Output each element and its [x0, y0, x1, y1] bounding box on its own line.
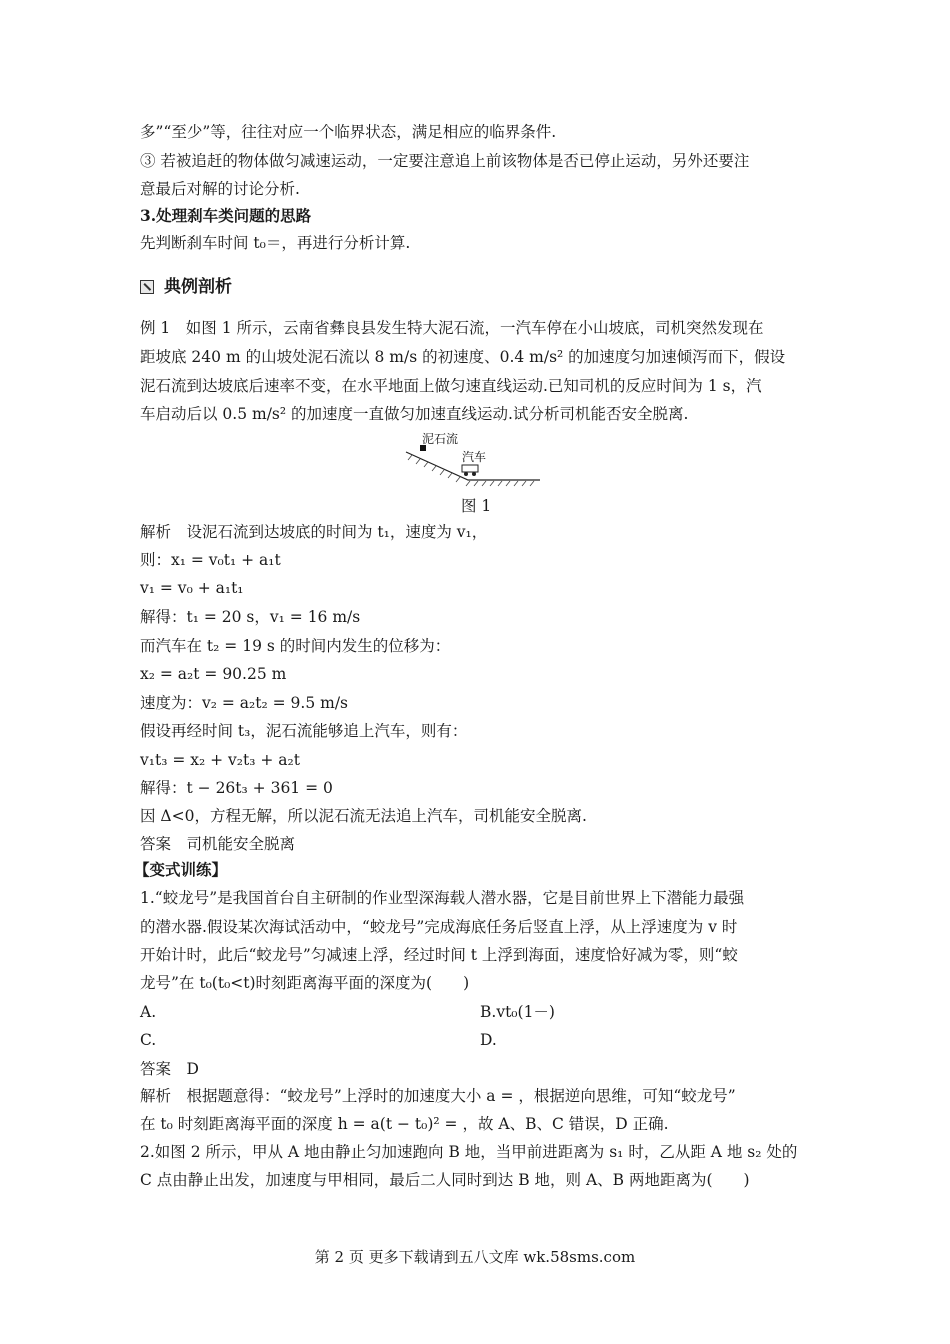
example-line-3: 泥石流到达坡底后速率不变，在水平地面上做匀速直线运动.已知司机的反应时间为 1 s，汽: [140, 377, 762, 395]
intro-line-1: 多”“至少”等，往往对应一个临界状态，满足相应的临界条件.: [140, 123, 557, 141]
example-line-4: 车启动后以 0.5 m/s² 的加速度一直做匀加速直线运动.试分析司机能否安全脱离.: [140, 405, 689, 423]
q2-line-2: C 点由静止出发，加速度与甲相同，最后二人同时到达 B 地，则 A、B 两地距离为( ): [140, 1171, 750, 1189]
figure-label-mudslide: 泥石流: [422, 432, 459, 446]
solution-line-4: 解得：t₁ = 20 s，v₁ = 16 m/s: [140, 608, 361, 626]
intro-subheading: 3.处理刹车类问题的思路: [140, 206, 312, 225]
solution-line-3: v₁ = v₀ + a₁t₁: [140, 579, 244, 597]
q1-answer: 答案 D: [140, 1060, 199, 1078]
mudslide-figure: [400, 428, 550, 488]
q1-line-2: 的潜水器.假设某次海试活动中，“蛟龙号”完成海底任务后竖直上浮，从上浮速度为 v 时: [140, 918, 738, 936]
solution-line-10: 解得：t − 26t₃ + 361 = 0: [140, 779, 333, 797]
slope-diagram: [400, 428, 550, 488]
car-shape: [462, 465, 478, 472]
q1-options-row-2: [140, 1030, 816, 1050]
solution-line-7: 速度为：v₂ = a₂t₂ = 9.5 m/s: [140, 694, 349, 712]
solution-line-6: x₂ = a₂t = 90.25 m: [140, 665, 287, 683]
solution-line-1: 解析 设泥石流到达坡底的时间为 t₁，速度为 v₁，: [140, 523, 488, 541]
section-marker-icon: [140, 280, 154, 294]
page-footer: 第 2 页 更多下载请到五八文库 wk.58sms.com: [314, 1248, 636, 1266]
q1-explanation-2: 在 t₀ 时刻距离海平面的深度 h = a(t − t₀)² = ，故 A、B、C 错误，D 正确.: [140, 1115, 669, 1133]
option-c: C.: [140, 1031, 157, 1049]
variant-heading: 【变式训练】: [134, 860, 228, 879]
figure-caption: 图 1: [461, 497, 492, 515]
section-title: 典例剖析: [164, 277, 232, 297]
figure-label-car: 汽车: [462, 450, 487, 464]
solution-line-2: 则：x₁ = v₀t₁ + a₁t: [140, 551, 281, 569]
q1-line-1: 1.“蛟龙号”是我国首台自主研制的作业型深海载人潜水器，它是目前世界上下潜能力最强: [140, 889, 745, 907]
solution-line-8: 假设再经时间 t₃，泥石流能够追上汽车，则有：: [140, 722, 468, 740]
q1-line-4: 龙号”在 t₀(t₀<t)时刻距离海平面的深度为( ): [140, 974, 470, 992]
example-line-1: 例 1 如图 1 所示，云南省彝良县发生特大泥石流，一汽车停在小山坡底，司机突然发现在: [140, 319, 764, 337]
q1-explanation-1: 解析 根据题意得：“蛟龙号”上浮时的加速度大小 a = ，根据逆向思维，可知“蛟龙号”: [140, 1087, 736, 1105]
example-line-2: 距坡底 240 m 的山坡处泥石流以 8 m/s 的初速度、0.4 m/s² 的加速度匀加速倾泻而下，假设: [140, 348, 786, 366]
option-a: A.: [140, 1003, 157, 1021]
solution-line-5: 而汽车在 t₂ = 19 s 的时间内发生的位移为：: [140, 637, 451, 655]
q1-options-row-1: [140, 1002, 816, 1022]
section-heading: [140, 277, 816, 297]
q1-line-3: 开始计时，此后“蛟龙号”匀减速上浮，经过时间 t 上浮到海面，速度恰好减为零，则“蛟: [140, 946, 738, 964]
solution-line-11: 因 Δ<0，方程无解，所以泥石流无法追上汽车，司机能安全脱离.: [140, 807, 587, 825]
intro-line-5: 先判断刹车时间 t₀＝，再进行分析计算.: [140, 234, 411, 252]
intro-line-3: 意最后对解的讨论分析.: [140, 180, 300, 198]
solution-line-9: v₁t₃ = x₂ + v₂t₃ + a₂t: [140, 751, 300, 769]
option-b: B.vt₀(1－): [480, 1003, 555, 1021]
solution-answer: 答案 司机能安全脱离: [140, 835, 296, 853]
intro-line-2: ③ 若被追赶的物体做匀减速运动，一定要注意追上前该物体是否已停止运动，另外还要注: [140, 152, 750, 170]
option-d: D.: [480, 1031, 497, 1049]
q2-line-1: 2.如图 2 所示，甲从 A 地由静止匀加速跑向 B 地，当甲前进距离为 s₁ 时，乙从距 A 地 s₂ 处的: [140, 1143, 798, 1161]
